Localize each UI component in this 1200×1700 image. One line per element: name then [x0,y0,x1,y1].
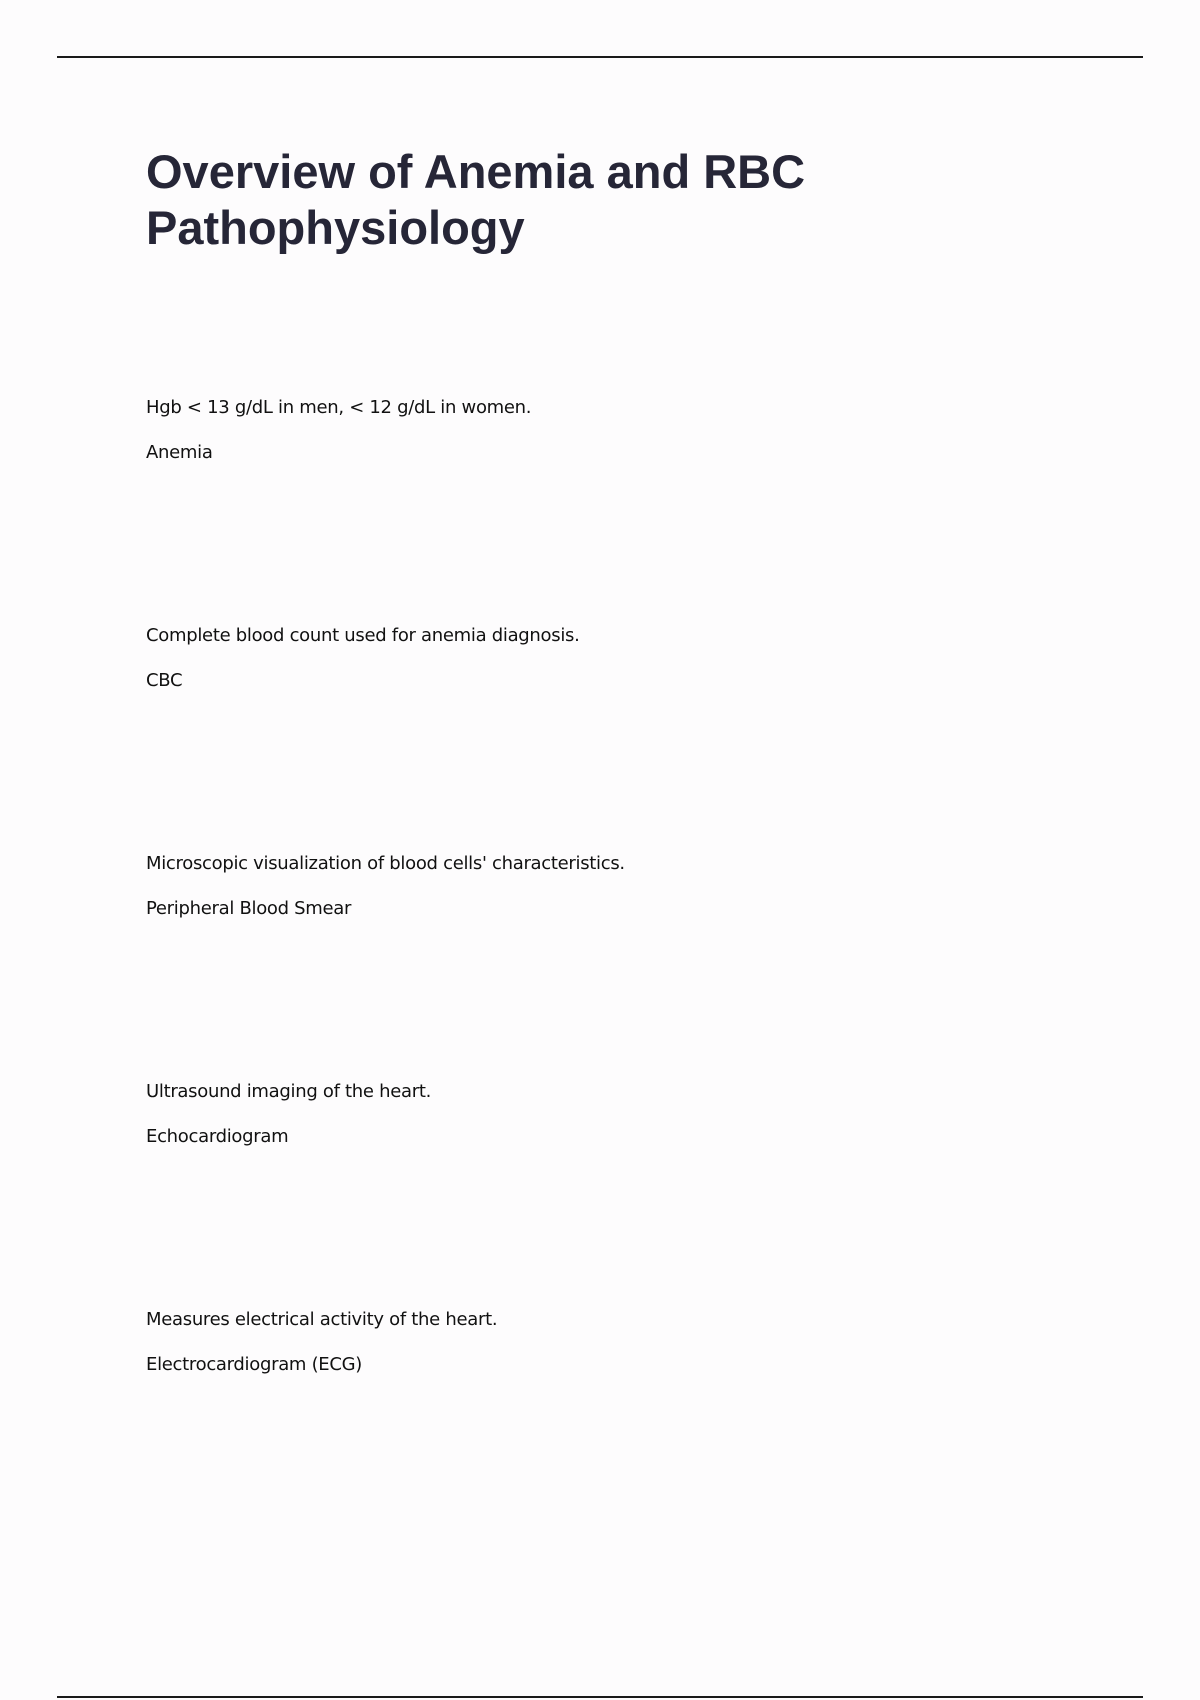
page-title: Overview of Anemia and RBC Pathophysiology [146,145,806,254]
flashcard-term: Hgb < 13 g/dL in men, < 12 g/dL in women. [146,397,532,418]
flashcard-term: Measures electrical activity of the heart. [146,1309,498,1330]
flashcard-term: Ultrasound imaging of the heart. [146,1081,431,1102]
flashcard-definition: CBC [146,670,183,691]
flashcard-term: Complete blood count used for anemia diagnosis. [146,625,580,646]
top-divider [57,56,1143,58]
bottom-divider [57,1696,1143,1698]
flashcard-definition: Peripheral Blood Smear [146,898,352,919]
flashcard-definition: Electrocardiogram (ECG) [146,1354,363,1375]
flashcard-definition: Anemia [146,442,213,463]
flashcard-term: Microscopic visualization of blood cells' characteristics. [146,853,625,874]
flashcard-definition: Echocardiogram [146,1126,289,1147]
